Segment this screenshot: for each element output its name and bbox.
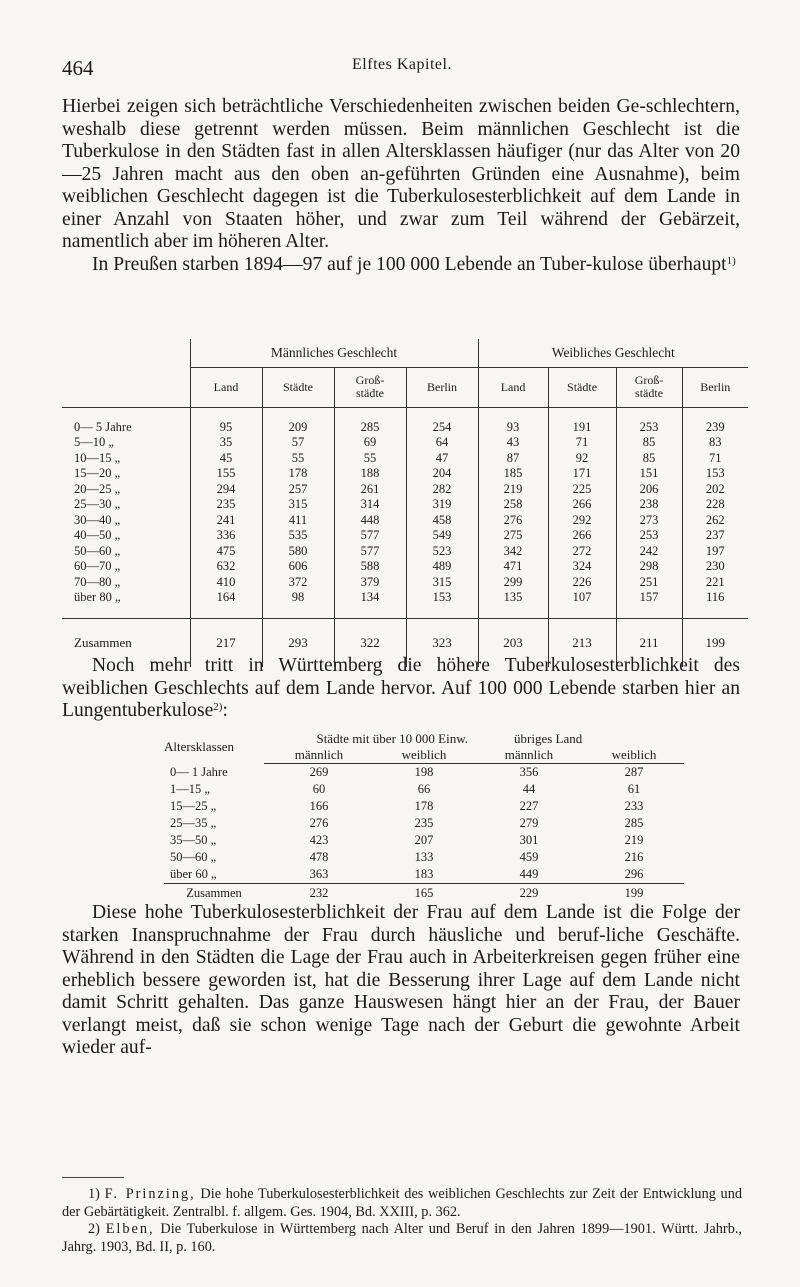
total-cell: 199: [624, 886, 644, 900]
table-row: [164, 866, 684, 884]
table-cell: 155: [190, 466, 262, 482]
column-header: Groß- städte: [334, 367, 406, 407]
age-column-header: Altersklassen: [164, 739, 235, 755]
table-row: [164, 764, 684, 782]
age-class: 25—35 „: [170, 816, 217, 830]
table-cell: 157: [616, 590, 682, 606]
table-cell: 458: [406, 513, 478, 529]
header-male: Männliches Geschlecht: [190, 339, 478, 367]
table-cell: 66: [417, 782, 431, 796]
table-cell: 254: [406, 420, 478, 436]
table-cell: 134: [334, 590, 406, 606]
running-header: [62, 56, 742, 80]
table-cell: 379: [334, 575, 406, 591]
table-cell: 153: [406, 590, 478, 606]
table-cell: 319: [406, 497, 478, 513]
table-cell: 241: [190, 513, 262, 529]
table-cell: 153: [682, 466, 748, 482]
table-cell: 235: [414, 816, 434, 830]
age-class: 1—15 „: [170, 782, 210, 796]
intro-text: [62, 96, 740, 276]
page-number: 464: [62, 56, 94, 80]
table-cell: 197: [682, 544, 748, 560]
table-cell: 258: [478, 497, 548, 513]
table-cell: 135: [478, 590, 548, 606]
total-cell: 293: [262, 618, 334, 667]
table-cell: 55: [334, 451, 406, 467]
table-row: [62, 420, 748, 436]
table-cell: 221: [682, 575, 748, 591]
table-row: [62, 482, 748, 498]
total-cell: 323: [406, 618, 478, 667]
table-cell: 206: [616, 482, 682, 498]
table-row: [62, 435, 748, 451]
total-cell: 211: [616, 618, 682, 667]
age-class: 5—10 „: [74, 435, 114, 450]
table-cell: 448: [334, 513, 406, 529]
table-cell: 282: [406, 482, 478, 498]
paragraph-4: Diese hohe Tuberkulosesterblichkeit der Frau auf dem Lande ist die Folge der starken Inanspruchnahme der Frau durch häusliche und beruf-liche Geschäfte. Während in den Städten die Lage der Frau auch in Arbeiterkreisen gegen früher eine erheblich bessere geworden ist, hat die Besserung ihrer Lage auf dem Lande nicht damit Schritt gehalten. Das ganze Hauswesen hängt hier an der Frau, der Bauer verlangt meist, daß sie schon wenige Tage nach der Geburt die gewohnte Arbeit wieder auf-: [62, 902, 740, 1058]
table-cell: 233: [624, 799, 644, 813]
table-cell: 171: [548, 466, 616, 482]
table-cell: 227: [519, 799, 539, 813]
table-cell: 85: [616, 435, 682, 451]
footnote-ref-2: 2): [213, 701, 223, 713]
table-row: [164, 815, 684, 832]
table-cell: 204: [406, 466, 478, 482]
table-cell: 262: [682, 513, 748, 529]
table-cell: 230: [682, 559, 748, 575]
column-header: Berlin: [406, 367, 478, 407]
table-cell: 272: [548, 544, 616, 560]
table-row: [164, 832, 684, 849]
table-cell: 475: [190, 544, 262, 560]
table-cell: 71: [548, 435, 616, 451]
table-cell: 219: [478, 482, 548, 498]
column-header: Städte: [548, 367, 616, 407]
table-cell: 216: [624, 850, 644, 864]
table-cell: 489: [406, 559, 478, 575]
age-class: 15—20 „: [74, 466, 121, 481]
table-cell: 287: [624, 765, 644, 779]
table-cell: 580: [262, 544, 334, 560]
table-cell: 478: [309, 850, 329, 864]
total-cell: 229: [519, 886, 539, 900]
table-cell: 191: [548, 420, 616, 436]
table-cell: 55: [262, 451, 334, 467]
table-row: [62, 590, 748, 606]
table-cell: 164: [190, 590, 262, 606]
paragraph-3: Noch mehr tritt in Württemberg die höhere Tuberkulosesterblichkeit des weiblichen Geschlechts auf dem Lande hervor. Auf 100 000 Lebende starben hier an Lungentuberkulose$^{2)}$:: [62, 655, 740, 721]
table-cell: 92: [548, 451, 616, 467]
age-class: 30—40 „: [74, 512, 121, 527]
table-cell: 411: [262, 513, 334, 529]
total-label: Zusammen: [74, 634, 132, 650]
table-cell: 185: [478, 466, 548, 482]
table-cell: 269: [309, 765, 329, 779]
sub-female-land: weiblich: [584, 747, 684, 764]
table-cell: 588: [334, 559, 406, 575]
table-row: [164, 849, 684, 866]
table-row: [164, 798, 684, 815]
table-cell: 178: [262, 466, 334, 482]
table-cell: 459: [519, 850, 539, 864]
table-cell: 61: [627, 782, 641, 796]
table-cell: 87: [478, 451, 548, 467]
table-cell: 238: [616, 497, 682, 513]
table-cell: 298: [616, 559, 682, 575]
sub-male-cities: männlich: [264, 747, 374, 764]
table-cell: 44: [522, 782, 536, 796]
table-cell: 363: [264, 866, 374, 884]
table-row: [62, 559, 748, 575]
table-cell: 209: [262, 420, 334, 436]
table-cell: 83: [682, 435, 748, 451]
table-cell: 235: [190, 497, 262, 513]
age-class: 40—50 „: [74, 528, 121, 543]
age-class: 50—60 „: [170, 850, 217, 864]
wuerttemberg-table: [164, 731, 684, 903]
table-cell: 296: [584, 866, 684, 884]
table-cell: 336: [190, 528, 262, 544]
total-cell: 217: [190, 618, 262, 667]
table-cell: 471: [478, 559, 548, 575]
table-cell: 253: [616, 528, 682, 544]
table-cell: 301: [519, 833, 539, 847]
age-class: 50—60 „: [74, 543, 121, 558]
table-cell: 266: [548, 528, 616, 544]
table-cell: 35: [190, 435, 262, 451]
table-cell: 276: [309, 816, 329, 830]
sub-male-land: männlich: [474, 747, 584, 764]
footnote-2: 2) Elben, Die Tuberkulose in Württemberg nach Alter und Beruf in den Jahren 1899—1901. Württ. Jahrb., Jahrg. 1903, Bd. II, p. 160.: [62, 1221, 742, 1255]
table-cell: 237: [682, 528, 748, 544]
age-class: 70—80 „: [74, 574, 121, 589]
column-header: Groß- städte: [616, 367, 682, 407]
table-cell: 285: [624, 816, 644, 830]
table-cell: 116: [682, 590, 748, 606]
total-cell: 203: [478, 618, 548, 667]
table-cell: 266: [548, 497, 616, 513]
table-row: [62, 575, 748, 591]
age-class: über 80 „: [74, 590, 121, 605]
table-cell: 202: [682, 482, 748, 498]
table-cell: 226: [548, 575, 616, 591]
paragraph-2: In Preußen starben 1894—97 auf je 100 000 Lebende an Tuber-kulose überhaupt$^{1)}$: [92, 253, 736, 275]
table-cell: 261: [334, 482, 406, 498]
table-cell: 251: [616, 575, 682, 591]
column-header: Land: [478, 367, 548, 407]
column-header: Land: [190, 367, 262, 407]
header-land: übriges Land: [514, 731, 583, 746]
table-cell: 314: [334, 497, 406, 513]
closing-text: [62, 902, 740, 1060]
table-cell: 299: [478, 575, 548, 591]
table-cell: 69: [334, 435, 406, 451]
table-cell: 257: [262, 482, 334, 498]
table-cell: 188: [334, 466, 406, 482]
table-row: [62, 466, 748, 482]
age-class: 15—25 „: [170, 799, 217, 813]
age-class: 35—50 „: [170, 833, 217, 847]
table-cell: 423: [309, 833, 329, 847]
column-header: Berlin: [682, 367, 748, 407]
table-cell: 279: [519, 816, 539, 830]
table-cell: 324: [548, 559, 616, 575]
table-cell: 273: [616, 513, 682, 529]
total-cell: 199: [682, 618, 748, 667]
table-cell: 57: [262, 435, 334, 451]
table-cell: 107: [548, 590, 616, 606]
table-cell: 95: [190, 420, 262, 436]
table-cell: 606: [262, 559, 334, 575]
table-cell: 198: [414, 765, 434, 779]
table-cell: 253: [616, 420, 682, 436]
middle-text: [62, 655, 740, 723]
table-cell: 133: [414, 850, 434, 864]
table-cell: 292: [548, 513, 616, 529]
table-cell: 242: [616, 544, 682, 560]
table-row: [62, 513, 748, 529]
table-cell: 178: [414, 799, 434, 813]
chapter-title: Elftes Kapitel.: [352, 56, 452, 73]
table-cell: 228: [682, 497, 748, 513]
table-row: [62, 544, 748, 560]
table-cell: 183: [374, 866, 474, 884]
table-row: [62, 497, 748, 513]
table-cell: 45: [190, 451, 262, 467]
footnotes: [62, 1186, 742, 1256]
age-class: über 60 „: [164, 866, 264, 884]
table-cell: 225: [548, 482, 616, 498]
table-cell: 85: [616, 451, 682, 467]
sub-female-cities: weiblich: [374, 747, 474, 764]
table-cell: 43: [478, 435, 548, 451]
footnote-ref-1: 1): [726, 254, 736, 267]
age-class: 20—25 „: [74, 481, 121, 496]
table-row: [62, 451, 748, 467]
total-cell: 213: [548, 618, 616, 667]
table-cell: 294: [190, 482, 262, 498]
table-row: [164, 781, 684, 798]
table-cell: 577: [334, 528, 406, 544]
table-cell: 276: [478, 513, 548, 529]
table-cell: 342: [478, 544, 548, 560]
table-cell: 285: [334, 420, 406, 436]
total-label: Zusammen: [186, 886, 242, 900]
column-header: Städte: [262, 367, 334, 407]
age-class: 25—30 „: [74, 497, 121, 512]
table-cell: 98: [262, 590, 334, 606]
header-female: Weibliches Geschlecht: [478, 339, 748, 367]
table-cell: 410: [190, 575, 262, 591]
footnote-rule: [62, 1177, 124, 1178]
table-cell: 523: [406, 544, 478, 560]
table-cell: 71: [682, 451, 748, 467]
table-cell: 535: [262, 528, 334, 544]
table-cell: 47: [406, 451, 478, 467]
table-cell: 315: [262, 497, 334, 513]
table-cell: 151: [616, 466, 682, 482]
table-cell: 166: [309, 799, 329, 813]
table-cell: 577: [334, 544, 406, 560]
table-cell: 356: [519, 765, 539, 779]
age-class: 60—70 „: [74, 559, 121, 574]
table-cell: 64: [406, 435, 478, 451]
header-cities: Städte mit über 10 000 Einw.: [316, 731, 468, 746]
age-class: 0— 1 Jahre: [170, 764, 228, 779]
paragraph-1: Hierbei zeigen sich beträchtliche Verschiedenheiten zwischen beiden Ge-schlechtern, weshalb diese getrennt werden müssen. Beim männlichen Geschlecht ist die Tuberkulose in den Städten fast in allen Altersklassen häufiger (nur das Alter von 20—25 Jahren macht aus den oben an-geführten Gründen eine Ausnahme), beim weiblichen Geschlecht dagegen ist die Tuberkulosesterblichkeit auf dem Lande in einer Anzahl von Staaten höher, und zwar zum Teil während der Gebärzeit, namentlich aber im höheren Alter.: [62, 96, 740, 252]
table-cell: 632: [190, 559, 262, 575]
table-cell: 449: [474, 866, 584, 884]
total-cell: 165: [414, 886, 434, 900]
age-class: 10—15 „: [74, 450, 121, 465]
table-cell: 315: [406, 575, 478, 591]
total-cell: 322: [334, 618, 406, 667]
footnote-1: 1) F. Prinzing, Die hohe Tuberkulosesterblichkeit des weiblichen Geschlechts zur Zeit der Entwicklung und der Gebärtätigkeit. Zentralbl. f. allgem. Ges. 1904, Bd. XXIII, p. 362.: [62, 1186, 743, 1220]
total-cell: 232: [309, 886, 329, 900]
table-cell: 207: [414, 833, 434, 847]
table-cell: 93: [478, 420, 548, 436]
table-cell: 60: [312, 782, 326, 796]
age-class: 0— 5 Jahre: [74, 419, 132, 434]
table-cell: 219: [624, 833, 644, 847]
table-cell: 372: [262, 575, 334, 591]
prussia-table: [62, 339, 748, 667]
table-row: [62, 528, 748, 544]
table-cell: 549: [406, 528, 478, 544]
table-cell: 275: [478, 528, 548, 544]
table-cell: 239: [682, 420, 748, 436]
